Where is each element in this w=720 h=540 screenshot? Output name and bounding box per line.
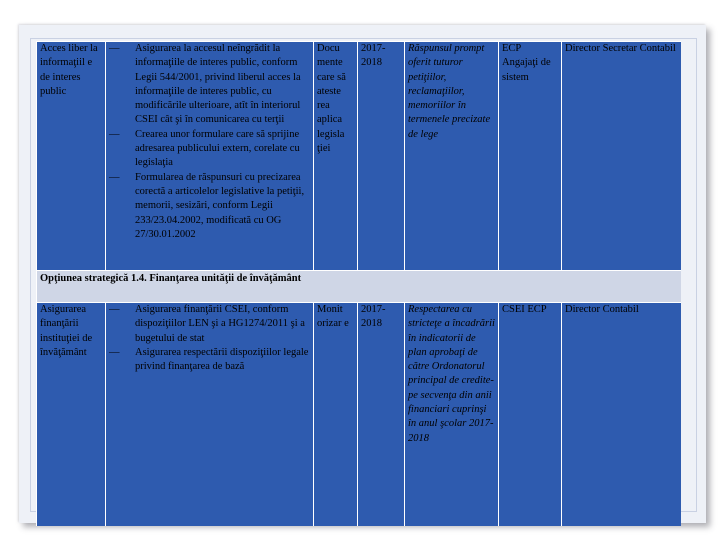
responsible-cell: ECP Angajaţi de sistem <box>499 42 562 271</box>
table-row-financing <box>37 303 682 527</box>
action-text: Formularea de răspunsuri cu precizarea corectă a articolelor legislative la petiţii, memorii, sesizări, conform Legii 233/23.04.2002, modificată cu OG 27/30.01.2002 <box>135 171 305 240</box>
action-text: Crearea unor formulare care să sprijine adresarea publicului extern, corelate cu legislaţia <box>135 128 300 169</box>
period-cell: 2017- 2018 <box>358 303 405 527</box>
indicator-cell: Răspunsul prompt oferit tuturor petiţiilor, reclamaţiilor, memoriilor în termenele precizate de lege <box>405 42 499 271</box>
means-cell: Monit orizar e <box>314 303 358 527</box>
action-item <box>109 128 310 171</box>
table-row-access <box>37 42 682 271</box>
action-item <box>109 171 310 242</box>
bullet-dash: — <box>109 128 120 140</box>
actions-cell <box>106 42 314 271</box>
means-cell: Docu mente care să ateste rea aplica legisla ţiei <box>314 42 358 271</box>
coordinator-cell: Director Secretar Contabil <box>562 42 682 271</box>
action-text: Asigurarea finanţării CSEI, conform dispoziţiilor LEN şi a HG1274/2011 şi a bugetului de stat <box>135 304 305 344</box>
strategy-table <box>36 41 681 526</box>
indicator-cell: Respectarea cu stricteţe a încadrării în indicatorii de plan aprobaţi de către Ordonatorul principal de credite-pe secvenţa din anii financiari cuprinşi în anul şcolar 2017-2018 <box>405 303 499 527</box>
bullet-dash: — <box>109 346 120 358</box>
period-cell: 2017- 2018 <box>358 42 405 271</box>
section-title: Opţiunea strategică 1.4. Finanţarea unităţii de învăţământ <box>37 271 682 303</box>
coordinator-cell: Director Contabil <box>562 303 682 527</box>
strategy-table-container <box>36 41 681 526</box>
action-text: Asigurarea la accesul neîngrădit la informaţiile de interes public, conform Legii 544/2001, privind liberul acces la informaţiile de interes public, cu modificările ulterioare, atît în interiorul CSEI cât şi în comunicarea cu terţii <box>135 43 301 126</box>
section-title-row <box>37 271 682 303</box>
actions-cell <box>106 303 314 527</box>
objective-cell: Acces liber la informaţiil e de interes public <box>37 42 106 271</box>
bullet-dash: — <box>109 171 120 183</box>
action-item <box>109 42 310 128</box>
bullet-dash: — <box>109 304 120 315</box>
action-text: Asigurarea respectării dispoziţiilor legale privind finanţarea de bază <box>135 346 309 373</box>
action-item <box>109 346 310 375</box>
objective-cell: Asigurarea finanţării instituţiei de învăţământ <box>37 303 106 527</box>
bullet-dash: — <box>109 43 120 54</box>
responsible-cell: CSEI ECP <box>499 303 562 527</box>
action-item <box>109 303 310 346</box>
